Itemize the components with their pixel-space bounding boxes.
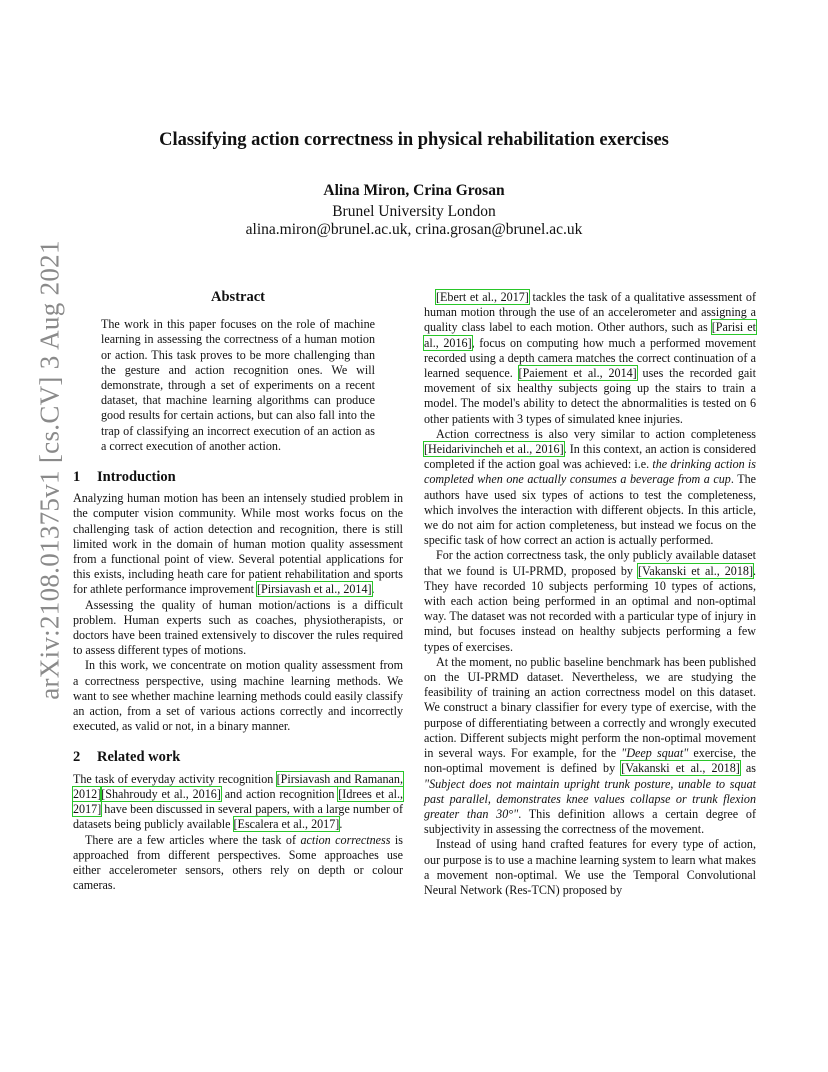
body-paragraph: For the action correctness task, the only publicly available dataset that we found is UI-PRMD, proposed by [Vakanski et al., 2018]. They have recorded 10 subjects performing 10 types of actions, with each action being performed in an optimal and non-optimal way. The dataset was not recorded with a particular type of injury in mind, but focuses instead on healthy subjects performing a few types of exercises. xyxy=(424,548,757,654)
paper-authors: Alina Miron, Crina Grosan xyxy=(323,182,505,199)
body-paragraph: Action correctness is also very similar to action completeness [Heidarivincheh et al., 2016]. In this context, an action is considered completed if the action goal was achieved: i.e. the drinking action is completed when one actually consumes a beverage from a cup. The authors have used six types of actions to test the completeness, which involves the interaction with different objects. In this article, we do not aim for action completeness, but instead we focus on the specific task of how correct an action is actually performed. xyxy=(424,426,756,548)
left-column xyxy=(73,290,403,893)
intro-paragraph: Analyzing human motion has been an intensely studied problem in the computer vision community. While most works focus on the challenging task of action detection and recognition, there is still limited work in the domain of human motion quality assessment from a functional point of view. Several potential applications for this exists, including heath care for patient rehabilitation and sports for athlete performance improvement [Pirsiavash et al., 2014]. xyxy=(73,491,403,597)
related-paragraph: There are a few articles where the task of action correctness is approached from different perspectives. Some approaches use either accelerometer sensors, others rely on depth or colour cameras. xyxy=(73,832,403,893)
citation-link[interactable]: [Pirsiavash and Ramanan, 2012] xyxy=(73,771,403,801)
citation-link[interactable]: [Pirsiavash et al., 2014] xyxy=(257,582,372,597)
citation-link[interactable]: [Escalera et al., 2017] xyxy=(233,817,340,832)
related-paragraph: The task of everyday activity recognition [Pirsiavash and Ramanan, 2012][Shahroudy et al., 2016] and action recognition [Idrees et al., 2017] have been discussed in several papers, with a large number of datasets being publicly available [Escalera et al., 2017]. xyxy=(73,771,403,832)
intro-paragraph: In this work, we concentrate on motion quality assessment from a correctness perspective, using machine learning methods. We want to see whether machine learning methods could easily classify an action, from a set of various actions correctly and incorrectly executed, as valid or not, in a binary manner. xyxy=(73,658,403,734)
citation-link[interactable]: [Heidarivincheh et al., 2016] xyxy=(424,442,564,457)
paper-emails: alina.miron@brunel.ac.uk, crina.grosan@brunel.ac.uk xyxy=(245,221,583,238)
section-introduction-heading: 1 Introduction xyxy=(73,469,176,486)
intro-paragraph: Assessing the quality of human motion/actions is a difficult problem. Human experts such as coaches, physiotherapists, or doctors have been trained extensively to discover the rules required to assess different types of motions. xyxy=(73,597,403,658)
body-paragraph: [Ebert et al., 2017] tackles the task of a qualitative assessment of human motion through the use of an accelerometer and assigning a quality class label to each motion. Other authors, such as [Parisi et al., 2016], focus on computing how much a performed movement recorded using a depth camera matches the correct continuation of a learned sequence. [Paiement et al., 2014] uses the recorded gait movement of six healthy subjects going up the stairs to train a model. The model's ability to detect the abnormalities is tested on 6 other patients with 3 types of simulated knee injuries. xyxy=(424,290,756,426)
body-paragraph: Instead of using hand crafted features for every type of action, our purpose is to use a machine learning system to learn what makes a movement non-optimal. We use the Temporal Convolutional Neural Network (Res-TCN) proposed by xyxy=(424,837,756,897)
citation-link[interactable]: [Vakanski et al., 2018] xyxy=(637,563,753,578)
citation-link[interactable]: [Idrees et al., 2017] xyxy=(73,786,403,817)
arxiv-sidebar-stamp: arXiv:2108.01375v1 [cs.CV] 3 Aug 2021 xyxy=(34,240,65,700)
section-related-work-heading: 2 Related work xyxy=(73,749,181,766)
citation-link[interactable]: [Shahroudy et al., 2016] xyxy=(101,786,221,801)
citation-link[interactable]: [Parisi et al., 2016] xyxy=(424,320,756,350)
paper-affiliation: Brunel University London xyxy=(332,203,496,220)
citation-link[interactable]: [Ebert et al., 2017] xyxy=(436,290,529,304)
abstract-body: The work in this paper focuses on the role of machine learning in assessing the correctness of a human motion or action. This task proves to be more challenging than the gesture and action recognition ones. We will demonstrate, through a set of experiments on a recent dataset, that machine learning algorithms can produce good results for certain actions, but can also fall into the trap of classifying an incorrect execution of an action as a correct execution of another action. xyxy=(101,317,375,453)
right-column xyxy=(424,290,756,898)
citation-link[interactable]: [Vakanski et al., 2018] xyxy=(621,761,740,776)
body-paragraph: At the moment, no public baseline benchmark has been published on the UI-PRMD dataset. Nevertheless, we are studying the feasibility of training an action correctness model on this dataset. We construct a binary classifier for every type of exercise, with the purpose of differentiating between a correctly and wrongly executed action. Different subjects might perform the non-optimal movement in several ways. For example, for the "Deep squat" exercise, the non-optimal movement is defined by [Vakanski et al., 2018] as "Subject does not maintain upright trunk posture, unable to squat past parallel, demonstrates knee values collapse or trunk flexion greater than 30°". This definition allows a certain degree of subjectivity in assessing the correctness of the movement. xyxy=(424,654,756,837)
abstract-heading: Abstract xyxy=(211,289,265,305)
paper-title: Classifying action correctness in physical rehabilitation exercises xyxy=(159,130,669,150)
citation-link[interactable]: [Paiement et al., 2014] xyxy=(518,366,637,381)
